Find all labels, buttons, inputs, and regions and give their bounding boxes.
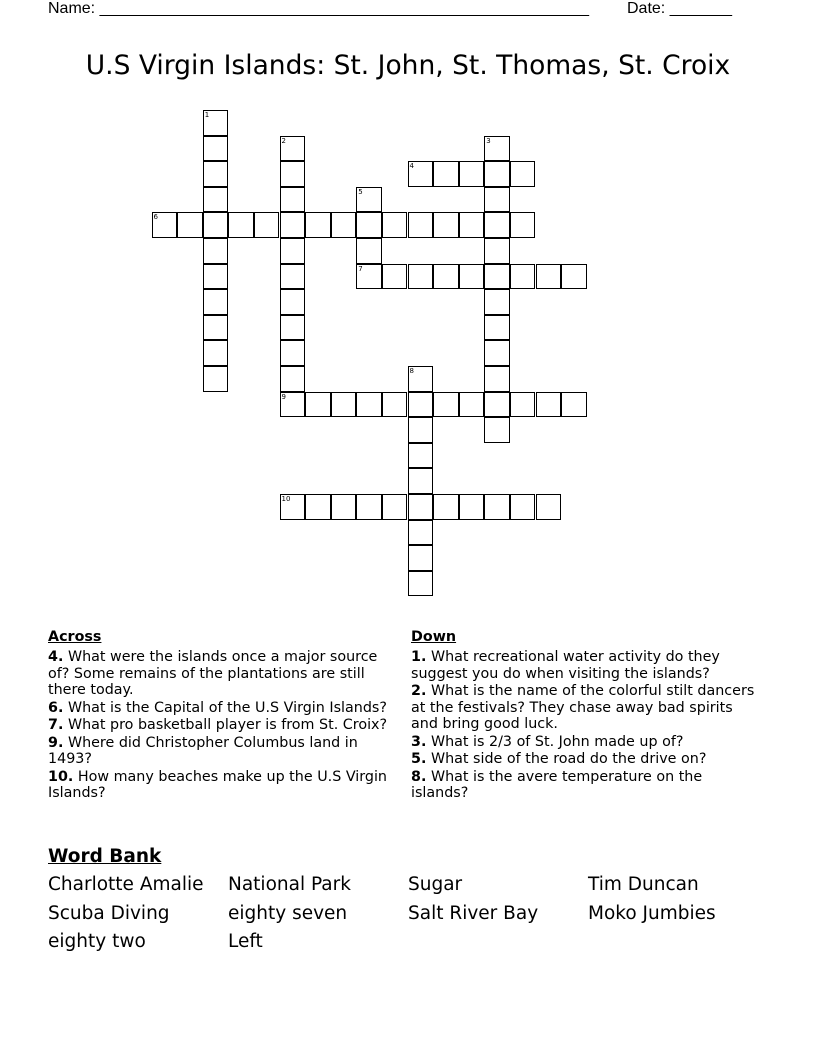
down-heading: Down <box>411 629 457 645</box>
grid-cell[interactable] <box>408 212 434 238</box>
clue-text: What were the islands once a major source of? Some remains of the plantations are still there today. <box>48 649 378 698</box>
down-clue <box>411 683 763 733</box>
grid-cell[interactable] <box>408 494 434 520</box>
date-field-label: Date: _______ <box>627 0 732 17</box>
grid-cell[interactable] <box>152 212 178 238</box>
grid-cell[interactable] <box>228 212 254 238</box>
grid-cell[interactable] <box>433 161 459 187</box>
word-bank <box>48 872 768 958</box>
grid-cell[interactable] <box>484 392 510 418</box>
grid-cell[interactable] <box>280 340 306 366</box>
grid-cell[interactable] <box>484 289 510 315</box>
grid-cell[interactable] <box>484 340 510 366</box>
cell-number: 9 <box>281 392 286 401</box>
grid-cell[interactable] <box>331 212 357 238</box>
grid-cell[interactable] <box>356 494 382 520</box>
down-clues <box>411 628 763 803</box>
grid-cell[interactable] <box>408 520 434 546</box>
clue-number: 7. <box>48 717 64 733</box>
word-bank-heading: Word Bank <box>48 846 162 867</box>
grid-cell[interactable] <box>203 136 229 162</box>
grid-cell[interactable] <box>203 289 229 315</box>
grid-cell[interactable] <box>280 238 306 264</box>
grid-cell[interactable] <box>561 392 587 418</box>
grid-cell[interactable] <box>459 494 485 520</box>
across-clue <box>48 700 398 717</box>
across-clue <box>48 717 398 734</box>
grid-cell[interactable] <box>356 238 382 264</box>
grid-cell[interactable] <box>561 264 587 290</box>
cell-number: 4 <box>409 162 414 171</box>
grid-cell[interactable] <box>510 392 536 418</box>
grid-cell[interactable] <box>459 264 485 290</box>
grid-cell[interactable] <box>382 392 408 418</box>
grid-cell[interactable] <box>203 212 229 238</box>
grid-cell[interactable] <box>408 571 434 597</box>
grid-cell[interactable] <box>484 187 510 213</box>
cell-number: 3 <box>486 136 491 145</box>
grid-cell[interactable] <box>382 212 408 238</box>
grid-cell[interactable] <box>280 212 306 238</box>
down-clue <box>411 734 763 751</box>
grid-cell[interactable] <box>408 392 434 418</box>
grid-cell[interactable] <box>203 110 229 136</box>
clue-text: What pro basketball player is from St. Croix? <box>67 717 388 733</box>
cell-number: 5 <box>358 187 363 196</box>
grid-cell[interactable] <box>433 392 459 418</box>
grid-cell[interactable] <box>408 443 434 469</box>
clue-text: What is the avere temperature on the islands? <box>411 768 703 801</box>
clue-text: How many beaches make up the U.S Virgin Islands? <box>48 768 387 801</box>
word-bank-item: National Park <box>228 874 351 895</box>
grid-cell[interactable] <box>305 392 331 418</box>
grid-cell[interactable] <box>408 161 434 187</box>
grid-cell[interactable] <box>203 187 229 213</box>
word-bank-item: Left <box>228 931 263 953</box>
clue-number: 6. <box>48 699 64 716</box>
grid-cell[interactable] <box>254 212 280 238</box>
grid-cell[interactable] <box>459 212 485 238</box>
across-clue <box>48 769 398 802</box>
grid-cell[interactable] <box>280 289 306 315</box>
grid-cell[interactable] <box>459 392 485 418</box>
down-clue <box>411 769 763 802</box>
grid-cell[interactable] <box>177 212 203 238</box>
grid-cell[interactable] <box>280 187 306 213</box>
word-bank-item: Tim Duncan <box>588 874 699 895</box>
word-bank-item: Charlotte Amalie <box>48 874 204 895</box>
cell-number: 1 <box>204 111 210 119</box>
clue-text: What is the name of the colorful stilt dancers at the festivals? They chase away bad spirits and bring good luck. <box>411 683 755 732</box>
grid-cell[interactable] <box>536 494 562 520</box>
grid-cell[interactable] <box>203 161 229 187</box>
word-bank-item: Scuba Diving <box>48 902 170 924</box>
grid-cell[interactable] <box>484 366 510 392</box>
grid-cell[interactable] <box>510 161 536 187</box>
grid-cell[interactable] <box>203 366 229 392</box>
across-clue <box>48 735 398 768</box>
grid-cell[interactable] <box>484 417 510 443</box>
word-bank-item: eighty seven <box>228 902 348 924</box>
clue-text: What recreational water activity do they suggest you do when visiting the islands? <box>411 649 720 682</box>
grid-cell[interactable] <box>433 212 459 238</box>
grid-cell[interactable] <box>408 468 434 494</box>
grid-cell[interactable] <box>356 212 382 238</box>
grid-cell[interactable] <box>356 264 382 290</box>
clue-text: What is 2/3 of St. John made up of? <box>430 733 684 750</box>
grid-cell[interactable] <box>203 340 229 366</box>
cell-number: 7 <box>358 264 363 273</box>
grid-cell[interactable] <box>280 494 306 520</box>
word-bank-item: Salt River Bay <box>408 902 539 924</box>
cell-number: 6 <box>153 213 158 222</box>
grid-cell[interactable] <box>356 187 382 213</box>
grid-cell[interactable] <box>382 264 408 290</box>
grid-cell[interactable] <box>484 264 510 290</box>
across-clue <box>48 649 398 699</box>
grid-cell[interactable] <box>305 494 331 520</box>
grid-cell[interactable] <box>536 392 562 418</box>
grid-cell[interactable] <box>356 392 382 418</box>
clue-text: What is the Capital of the U.S Virgin Islands? <box>67 699 387 716</box>
grid-cell[interactable] <box>203 315 229 341</box>
cell-number: 10 <box>281 495 291 503</box>
grid-cell[interactable] <box>408 417 434 443</box>
cell-number: 8 <box>409 367 414 375</box>
grid-cell[interactable] <box>510 494 536 520</box>
clue-number: 2. <box>411 683 427 699</box>
grid-cell[interactable] <box>408 366 434 392</box>
grid-cell[interactable] <box>484 136 510 162</box>
grid-cell[interactable] <box>408 545 434 571</box>
grid-cell[interactable] <box>305 212 331 238</box>
page-title: U.S Virgin Islands: St. John, St. Thomas, St. Croix <box>85 50 731 81</box>
across-clues <box>48 628 398 803</box>
grid-cell[interactable] <box>280 161 306 187</box>
grid-cell[interactable] <box>510 212 536 238</box>
clue-number: 1. <box>411 649 427 665</box>
clue-number: 9. <box>48 734 64 751</box>
grid-cell[interactable] <box>484 494 510 520</box>
grid-cell[interactable] <box>280 264 306 290</box>
name-field-label: Name: _______________________________________________________ <box>48 0 589 17</box>
grid-cell[interactable] <box>433 494 459 520</box>
clue-number: 10. <box>48 768 74 785</box>
grid-cell[interactable] <box>331 392 357 418</box>
grid-cell[interactable] <box>280 315 306 341</box>
grid-cell[interactable] <box>484 315 510 341</box>
clue-text: What side of the road do the drive on? <box>430 751 707 767</box>
grid-cell[interactable] <box>331 494 357 520</box>
grid-cell[interactable] <box>280 136 306 162</box>
grid-cell[interactable] <box>536 264 562 290</box>
grid-cell[interactable] <box>280 392 306 418</box>
word-bank-item: eighty two <box>48 931 146 953</box>
cell-number: 2 <box>281 136 286 145</box>
grid-cell[interactable] <box>203 238 229 264</box>
grid-cell[interactable] <box>280 366 306 392</box>
across-heading: Across <box>48 629 102 645</box>
grid-cell[interactable] <box>484 238 510 264</box>
clue-number: 8. <box>411 768 427 785</box>
clue-text: Where did Christopher Columbus land in 1493? <box>48 734 358 767</box>
word-bank-item: Moko Jumbies <box>588 902 716 924</box>
grid-cell[interactable] <box>382 494 408 520</box>
clue-number: 4. <box>48 649 64 665</box>
clue-number: 5. <box>411 751 427 767</box>
clue-number: 3. <box>411 733 427 750</box>
down-clue <box>411 649 763 682</box>
grid-cell[interactable] <box>484 212 510 238</box>
grid-cell[interactable] <box>484 161 510 187</box>
word-bank-item: Sugar <box>408 874 463 895</box>
grid-cell[interactable] <box>433 264 459 290</box>
grid-cell[interactable] <box>510 264 536 290</box>
grid-cell[interactable] <box>459 161 485 187</box>
grid-cell[interactable] <box>203 264 229 290</box>
down-clue <box>411 751 763 768</box>
grid-cell[interactable] <box>408 264 434 290</box>
